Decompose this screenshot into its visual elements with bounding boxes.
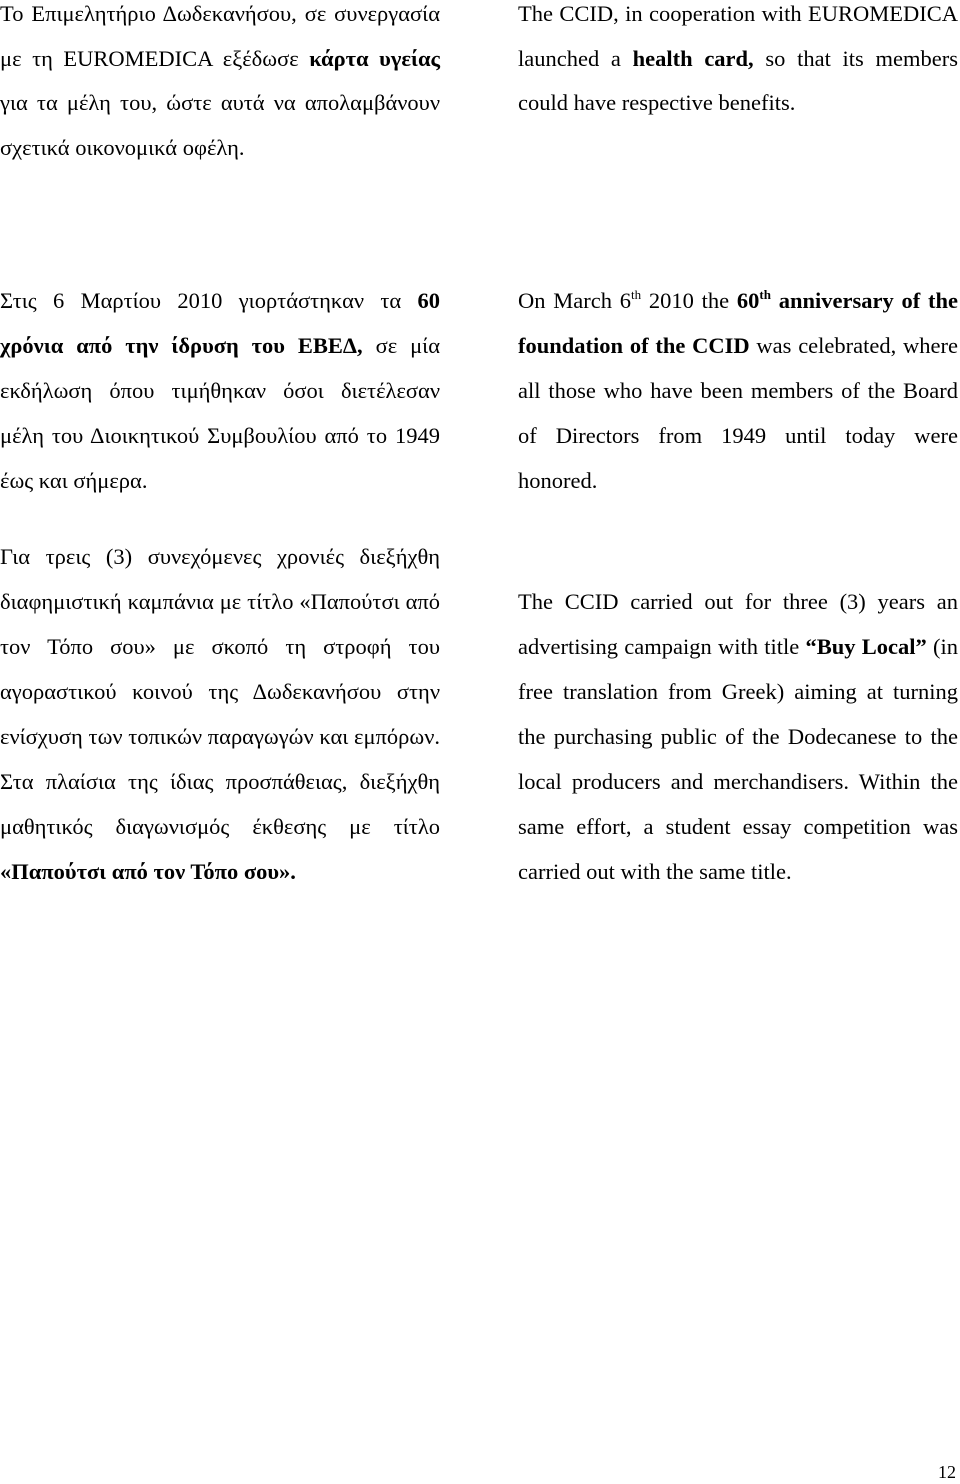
text: για τα μέλη του, ώστε αυτά να απολαμβάνουν σχετικά οικονομικά οφέλη. — [0, 90, 440, 160]
text: Το Επιμελητήριο Δωδεκανήσου, σε συνεργασία με τη EUROMEDICA εξέδωσε — [0, 1, 440, 71]
health-card-paragraph-greek — [0, 0, 440, 170]
text: Στις 6 Μαρτίου 2010 γιορτάστηκαν τα — [0, 288, 418, 313]
anniversary-paragraph-english — [518, 278, 958, 503]
bold-text: «Παπούτσι από τον Τόπο σου». — [0, 859, 296, 884]
bold-text: health card, — [632, 45, 754, 71]
text: so that its members could have respective benefits. — [518, 45, 958, 115]
text: 2010 the — [641, 288, 737, 313]
text: On March 6 — [518, 288, 631, 313]
bold-text: κάρτα υγείας — [309, 45, 440, 71]
superscript: th — [759, 287, 771, 302]
campaign-paragraph-english — [518, 579, 958, 894]
anniversary-paragraph-greek — [0, 278, 440, 503]
page-number: 12 — [938, 1462, 956, 1482]
bold-text: “Buy Local” — [805, 634, 927, 659]
text: The CCID, in cooperation with EUROMEDICA launched a — [518, 1, 958, 71]
campaign-paragraph-greek — [0, 534, 440, 894]
text: Για τρεις (3) συνεχόμενες χρονιές διεξήχθη διαφημιστική καμπάνια με τίτλο «Παπούτσι από τον Τόπο σου» με σκοπό τη στροφή του αγοραστικού κοινού της Δωδεκανήσου στην ενίσχυση των τοπικών παραγωγών και εμπόρων. Στα πλαίσια της ίδιας προσπάθειας, διεξήχθη μαθητικός διαγωνισμός έκθεσης με τίτλο — [0, 544, 440, 839]
text: σε μία εκδήλωση όπου τιμήθηκαν όσοι διετέλεσαν μέλη του Διοικητικού Συμβουλίου από το 1949 έως και σήμερα. — [0, 333, 440, 493]
text: was celebrated, where all those who have been members of the Board of Directors from 1949 until today were honored. — [518, 333, 959, 493]
health-card-paragraph-english — [518, 0, 958, 126]
text: anniversary of the foundation of the CCID — [518, 288, 958, 358]
superscript: th — [631, 287, 642, 302]
bold-text: 60 χρόνια από την ίδρυση του ΕΒΕΔ, — [0, 288, 440, 358]
text: The CCID carried out for three (3) years an advertising campaign with title — [518, 589, 958, 659]
text: 60 — [736, 288, 760, 313]
text: (in free translation from Greek) aiming at turning the purchasing public of the Dodecanese to the local producers and merchandisers. Within the same effort, a student essay competition was carried out with the same title. — [518, 634, 958, 884]
